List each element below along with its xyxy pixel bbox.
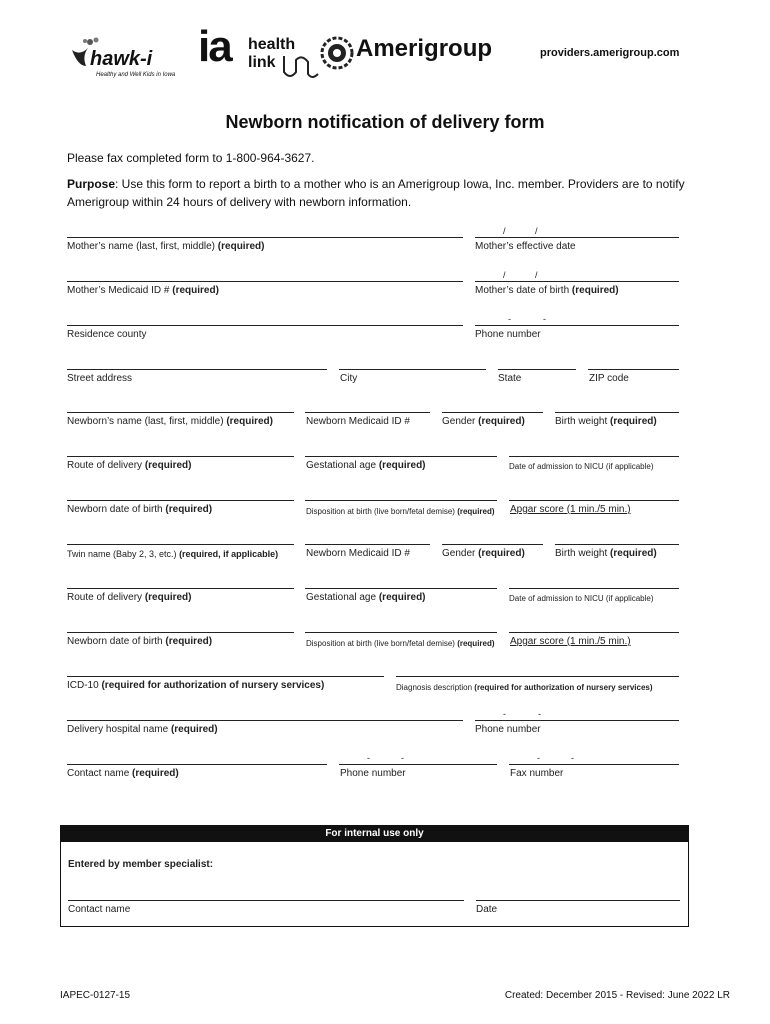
disposition-label: Disposition at birth (live born/fetal demise) (required) [306, 507, 495, 516]
newborn-name-input[interactable] [67, 412, 294, 413]
state-label: State [498, 373, 522, 384]
nicu-date-label: Date of admission to NICU (if applicable) [509, 462, 654, 471]
newborn-name-label: Newborn’s name (last, first, middle) (required) [67, 416, 273, 427]
internal-contact-name-label: Contact name [68, 904, 131, 915]
mother-dob-label: Mother’s date of birth (required) [475, 285, 619, 296]
gender-input[interactable] [442, 412, 543, 413]
apgar-label: Apgar score (1 min./5 min.) [510, 504, 631, 515]
icd10-input[interactable] [67, 676, 384, 677]
twin-apgar-input[interactable] [509, 632, 679, 633]
ia-letters: ia [198, 22, 231, 71]
newborn-medicaid-input[interactable] [305, 412, 430, 413]
state-input[interactable] [498, 369, 576, 370]
phone-dash: - [538, 709, 541, 719]
twin-disposition-label: Disposition at birth (live born/fetal demise) (required) [306, 639, 495, 648]
link-word: link [248, 54, 276, 71]
twin-route-delivery-label: Route of delivery (required) [67, 592, 192, 603]
internal-date-input[interactable] [476, 900, 680, 901]
city-input[interactable] [339, 369, 486, 370]
mother-effective-date-label: Mother’s effective date [475, 241, 576, 252]
phone-dash: - [503, 709, 506, 719]
phone-dash: - [508, 314, 511, 324]
disposition-input[interactable] [305, 500, 497, 501]
mother-name-label: Mother’s name (last, first, middle) (required) [67, 241, 265, 252]
twin-disposition-input[interactable] [305, 632, 497, 633]
internal-use-header: For internal use only [61, 826, 688, 842]
hawki-logo [68, 36, 198, 86]
twin-birth-weight-input[interactable] [555, 544, 679, 545]
twin-nicu-date-input[interactable] [509, 588, 679, 589]
twin-newborn-dob-input[interactable] [67, 632, 294, 633]
gestational-age-input[interactable] [305, 456, 497, 457]
date-slash: / [503, 226, 506, 236]
twin-gender-label: Gender (required) [442, 548, 525, 559]
twin-apgar-label: Apgar score (1 min./5 min.) [510, 636, 631, 647]
provider-url-link[interactable]: providers.amerigroup.com [540, 47, 680, 59]
contact-name-input[interactable] [67, 764, 327, 765]
birth-weight-input[interactable] [555, 412, 679, 413]
entered-by-label: Entered by member specialist: [68, 859, 214, 870]
fax-dash: - [571, 753, 574, 763]
fax-dash: - [537, 753, 540, 763]
contact-phone-label: Phone number [340, 768, 406, 779]
wave-icon [282, 52, 322, 82]
nicu-date-input[interactable] [509, 456, 679, 457]
phone-dash: - [367, 753, 370, 763]
page-title: Newborn notification of delivery form [225, 112, 545, 132]
apgar-input[interactable] [509, 500, 679, 501]
ia-health-link-logo [198, 22, 320, 83]
phone-dash: - [543, 314, 546, 324]
twin-name-label: Twin name (Baby 2, 3, etc.) (required, if applicable) [67, 549, 279, 559]
twin-name-input[interactable] [67, 544, 294, 545]
zip-input[interactable] [588, 369, 679, 370]
route-delivery-input[interactable] [67, 456, 294, 457]
newborn-medicaid-label: Newborn Medicaid ID # [306, 416, 410, 427]
diagnosis-input[interactable] [396, 676, 679, 677]
purpose-paragraph [67, 175, 707, 211]
twin-medicaid-label: Newborn Medicaid ID # [306, 548, 410, 559]
twin-medicaid-input[interactable] [305, 544, 430, 545]
amerigroup-logo [320, 36, 505, 76]
city-label: City [340, 373, 358, 384]
phone-number-label: Phone number [475, 329, 541, 340]
form-id: IAPEC-0127-15 [60, 990, 131, 1001]
hospital-phone-input[interactable] [475, 720, 679, 721]
newborn-dob-label: Newborn date of birth (required) [67, 504, 213, 515]
residence-county-input[interactable] [67, 325, 463, 326]
twin-newborn-dob-label: Newborn date of birth (required) [67, 636, 213, 647]
route-delivery-label: Route of delivery (required) [67, 460, 192, 471]
diagnosis-label: Diagnosis description (required for authorization of nursery services) [396, 683, 653, 692]
hospital-phone-label: Phone number [475, 724, 541, 735]
mother-effective-date-input[interactable] [475, 237, 679, 238]
street-address-input[interactable] [67, 369, 327, 370]
purpose-label: Purpose [67, 177, 116, 191]
phone-number-input[interactable] [475, 325, 679, 326]
health-word: health [248, 36, 296, 53]
mother-dob-input[interactable] [475, 281, 679, 282]
mother-name-input[interactable] [67, 237, 463, 238]
internal-date-label: Date [476, 904, 498, 915]
amerigroup-emblem-icon [320, 36, 354, 70]
fax-number-input[interactable] [509, 764, 679, 765]
hawki-wordmark: hawk-i [90, 48, 153, 70]
delivery-hospital-label: Delivery hospital name (required) [67, 724, 218, 735]
mother-medicaid-label: Mother’s Medicaid ID # (required) [67, 285, 219, 296]
icd10-label: ICD-10 (required for authorization of nursery services) [67, 680, 325, 691]
residence-county-label: Residence county [67, 329, 147, 340]
date-slash: / [535, 226, 538, 236]
phone-dash: - [401, 753, 404, 763]
internal-use-box [60, 825, 689, 927]
gender-label: Gender (required) [442, 416, 525, 427]
birth-weight-label: Birth weight (required) [555, 416, 657, 427]
internal-contact-name-input[interactable] [68, 900, 464, 901]
revision-info: Created: December 2015 - Revised: June 2022 LR [504, 990, 730, 1001]
mother-medicaid-input[interactable] [67, 281, 463, 282]
contact-phone-input[interactable] [339, 764, 497, 765]
delivery-hospital-input[interactable] [67, 720, 463, 721]
gestational-age-label: Gestational age (required) [306, 460, 426, 471]
hawki-tagline: Healthy and Well Kids in Iowa [96, 72, 176, 78]
date-slash: / [535, 270, 538, 280]
zip-label: ZIP code [589, 373, 629, 384]
purpose-text: : Use this form to report a birth to a mother who is an Amerigroup Iowa, Inc. member. Providers are to notify Amerigroup within 24 hours of delivery with newborn information. [67, 177, 685, 209]
fax-number-label: Fax number [510, 768, 564, 779]
amerigroup-wordmark: Amerigroup [356, 35, 493, 62]
twin-route-delivery-input[interactable] [67, 588, 294, 589]
newborn-dob-input[interactable] [67, 500, 294, 501]
twin-gestational-age-input[interactable] [305, 588, 497, 589]
twin-gestational-age-label: Gestational age (required) [306, 592, 426, 603]
date-slash: / [503, 270, 506, 280]
twin-gender-input[interactable] [442, 544, 543, 545]
twin-birth-weight-label: Birth weight (required) [555, 548, 657, 559]
twin-nicu-date-label: Date of admission to NICU (if applicable) [509, 594, 654, 603]
street-address-label: Street address [67, 373, 133, 384]
fax-instruction: Please fax completed form to 1-800-964-3627. [67, 151, 315, 165]
contact-name-label: Contact name (required) [67, 768, 179, 779]
